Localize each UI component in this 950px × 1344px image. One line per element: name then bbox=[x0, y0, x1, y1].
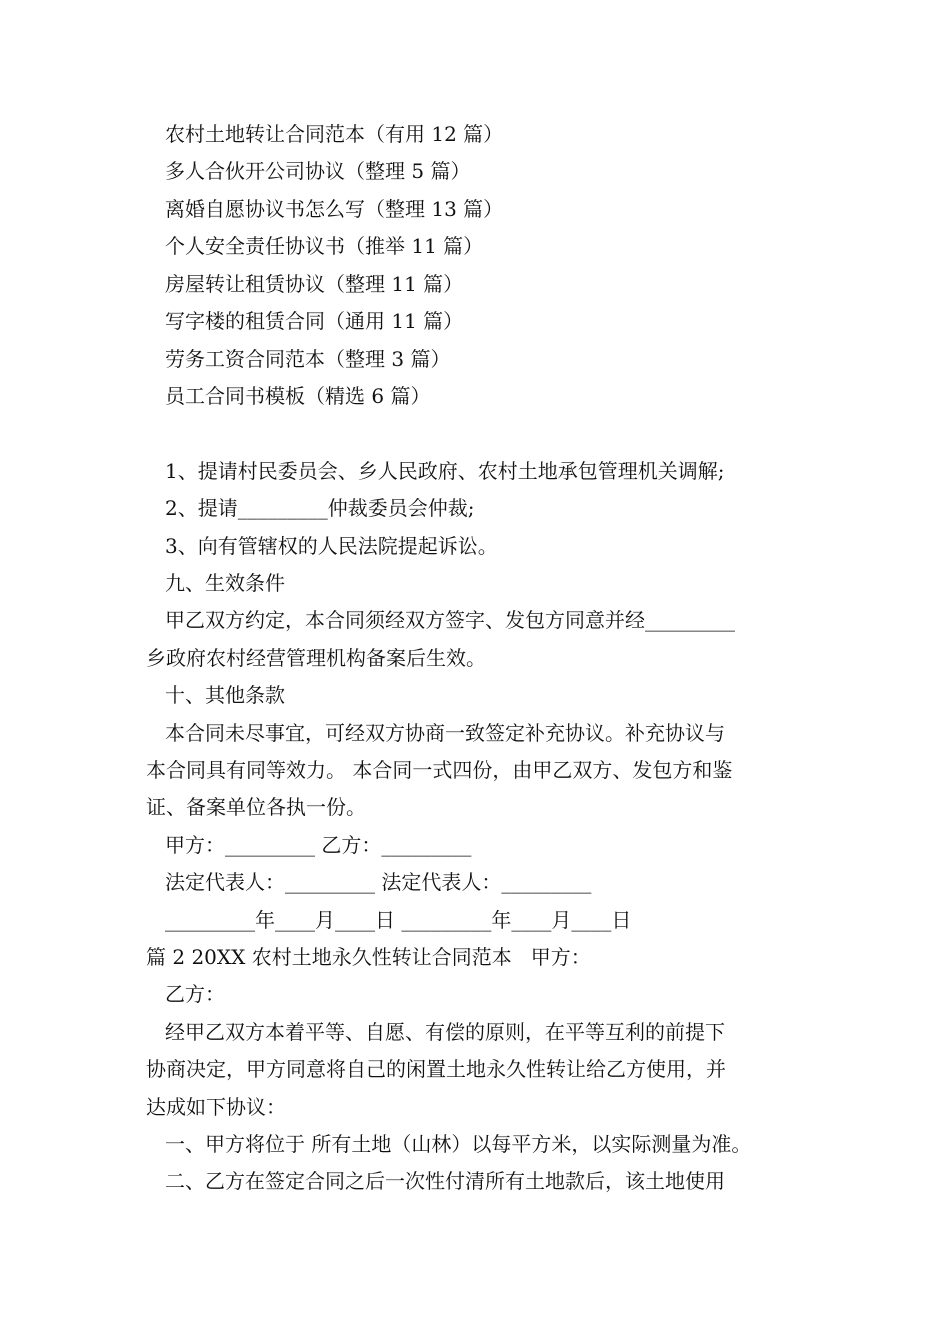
section-heading: 九、生效条件 bbox=[165, 571, 285, 595]
article-title: 篇 2 20XX 农村土地永久性转让合同范本 甲方： bbox=[146, 945, 591, 969]
paragraph-line: 一、甲方将位于 所有土地（山林）以每平方米，以实际测量为准。 bbox=[165, 1132, 752, 1156]
paragraph-line: 协商决定，甲方同意将自己的闲置土地永久性转让给乙方使用，并 bbox=[146, 1057, 726, 1081]
signature-line: 法定代表人：_________ 法定代表人：_________ bbox=[165, 870, 592, 894]
date-line: _________年____月____日 _________年____月____日 bbox=[165, 908, 632, 932]
toc-item-4[interactable]: 个人安全责任协议书（推举 11 篇） bbox=[165, 234, 484, 258]
paragraph-line: 2、提请_________仲裁委员会仲裁; bbox=[165, 496, 475, 520]
toc-item-2[interactable]: 多人合伙开公司协议（整理 5 篇） bbox=[165, 159, 471, 183]
paragraph-line: 本合同具有同等效力。 本合同一式四份，由甲乙双方、发包方和鉴 bbox=[146, 758, 733, 782]
signature-line: 甲方：_________ 乙方：_________ bbox=[165, 833, 472, 857]
paragraph-line: 证、备案单位各执一份。 bbox=[146, 795, 366, 819]
section-heading: 十、其他条款 bbox=[165, 683, 285, 707]
toc-item-7[interactable]: 劳务工资合同范本（整理 3 篇） bbox=[165, 347, 451, 371]
toc-item-3[interactable]: 离婚自愿协议书怎么写（整理 13 篇） bbox=[165, 197, 504, 221]
paragraph-line: 甲乙双方约定，本合同须经双方签字、发包方同意并经_________ bbox=[165, 608, 735, 632]
paragraph-line: 二、乙方在签定合同之后一次性付清所有土地款后，该土地使用 bbox=[165, 1169, 725, 1193]
paragraph-line: 3、向有管辖权的人民法院提起诉讼。 bbox=[165, 534, 498, 558]
paragraph-line: 1、提请村民委员会、乡人民政府、农村土地承包管理机关调解; bbox=[165, 459, 725, 483]
paragraph-line: 经甲乙双方本着平等、自愿、有偿的原则，在平等互利的前提下 bbox=[165, 1020, 725, 1044]
paragraph-line: 乡政府农村经营管理机构备案后生效。 bbox=[146, 646, 486, 670]
paragraph-line: 乙方： bbox=[165, 982, 225, 1006]
toc-item-1[interactable]: 农村土地转让合同范本（有用 12 篇） bbox=[165, 122, 504, 146]
toc-item-8[interactable]: 员工合同书模板（精选 6 篇） bbox=[165, 384, 431, 408]
paragraph-line: 本合同未尽事宜，可经双方协商一致签定补充协议。补充协议与 bbox=[165, 721, 725, 745]
toc-item-6[interactable]: 写字楼的租赁合同（通用 11 篇） bbox=[165, 309, 464, 333]
paragraph-line: 达成如下协议： bbox=[146, 1095, 286, 1119]
toc-item-5[interactable]: 房屋转让租赁协议（整理 11 篇） bbox=[165, 272, 464, 296]
